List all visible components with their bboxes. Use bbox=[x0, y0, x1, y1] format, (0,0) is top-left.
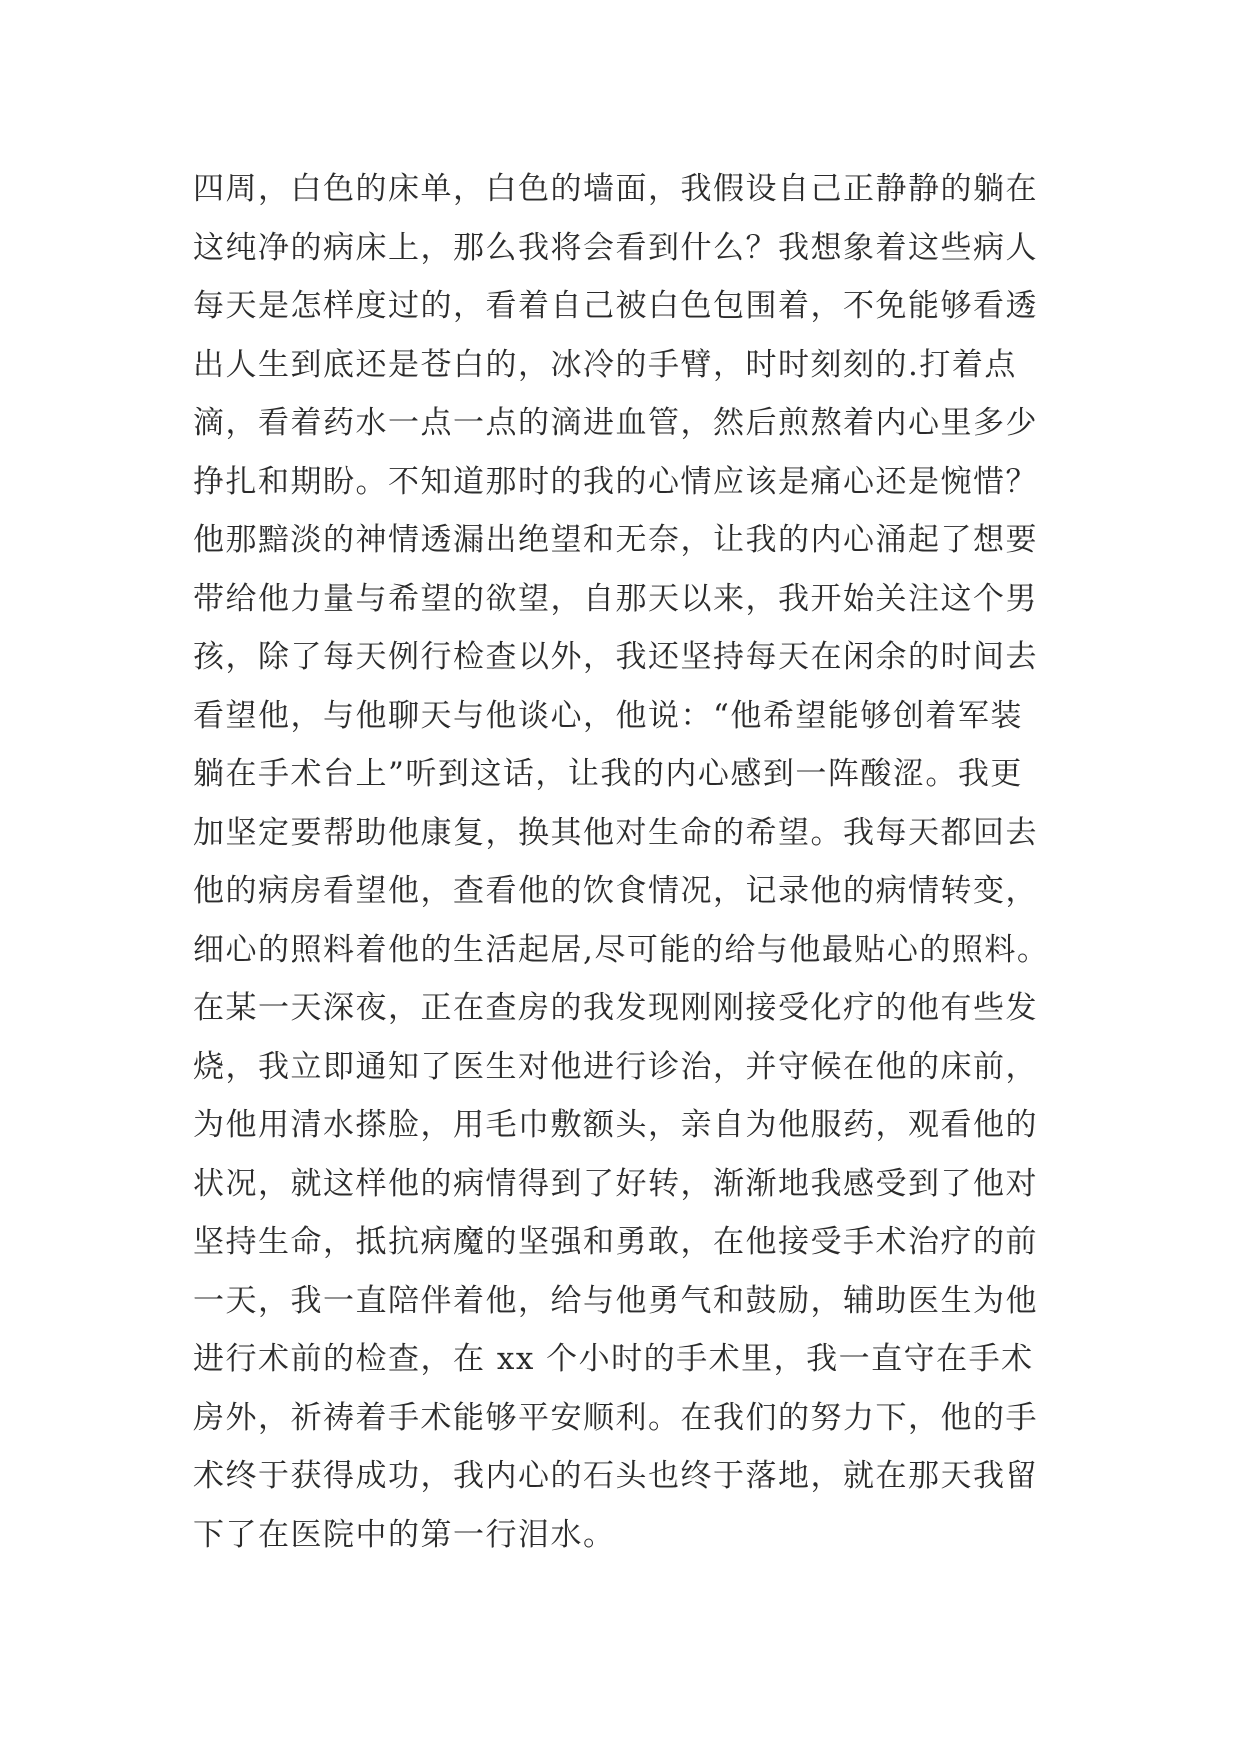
text-line: 每天是怎样度过的，看着自己被白色包围着，不免能够看透 bbox=[193, 288, 1038, 324]
text-line: 一天，我一直陪伴着他，给与他勇气和鼓励，辅助医生为他 bbox=[193, 1282, 1038, 1319]
text-line: 他的病房看望他，查看他的饮食情况，记录他的病情转变， bbox=[193, 873, 1038, 909]
text-line: 为他用清水搽脸，用毛巾敷额头，亲自为他服药，观看他的 bbox=[193, 1107, 1038, 1143]
text-line: 下了在医院中的第一行泪水。 bbox=[193, 1516, 616, 1553]
text-line: 坚持生命，抵抗病魔的坚强和勇敢，在他接受手术治疗的前 bbox=[193, 1224, 1038, 1260]
text-line: 在某一天深夜，正在查房的我发现刚刚接受化疗的他有些发 bbox=[193, 990, 1038, 1026]
text-line: 细心的照料着他的生活起居,尽可能的给与他最贴心的照料。 bbox=[193, 931, 1050, 968]
text-line: 看望他，与他聊天与他谈心，他说：“他希望能够创着军装 bbox=[193, 697, 1023, 734]
text-line: 房外，祈祷着手术能够平安顺利。在我们的努力下，他的手 bbox=[193, 1399, 1038, 1436]
text-line: 躺在手术台上”听到这话，让我的内心感到一阵酸涩。我更 bbox=[193, 756, 1023, 792]
text-line: 加坚定要帮助他康复，换其他对生命的希望。我每天都回去 bbox=[193, 814, 1038, 851]
text-line: 进行术前的检查，在 xx 个小时的手术里，我一直守在手术 bbox=[193, 1341, 1034, 1377]
body-paragraph bbox=[193, 160, 1093, 1564]
text-line: 出人生到底还是苍白的，冰冷的手臂，时时刻刻的.打着点 bbox=[193, 346, 1017, 383]
text-line: 术终于获得成功，我内心的石头也终于落地，就在那天我留 bbox=[193, 1458, 1038, 1494]
text-line: 滴，看着药水一点一点的滴进血管，然后煎熬着内心里多少 bbox=[193, 405, 1038, 441]
text-line: 孩，除了每天例行检查以外，我还坚持每天在闲余的时间去 bbox=[193, 639, 1038, 675]
text-line: 状况，就这样他的病情得到了好转，渐渐地我感受到了他对 bbox=[193, 1165, 1038, 1202]
text-line: 挣扎和期盼。不知道那时的我的心情应该是痛心还是惋惜？ bbox=[193, 463, 1038, 500]
text-line: 这纯净的病床上，那么我将会看到什么？我想象着这些病人 bbox=[193, 229, 1038, 266]
text-line: 他那黯淡的神情透漏出绝望和无奈，让我的内心涌起了想要 bbox=[193, 522, 1038, 558]
text-line: 四周，白色的床单，白色的墙面，我假设自己正静静的躺在 bbox=[193, 171, 1038, 207]
text-line: 带给他力量与希望的欲望，自那天以来，我开始关注这个男 bbox=[193, 580, 1038, 617]
text-line: 烧，我立即通知了医生对他进行诊治，并守候在他的床前， bbox=[193, 1048, 1038, 1085]
